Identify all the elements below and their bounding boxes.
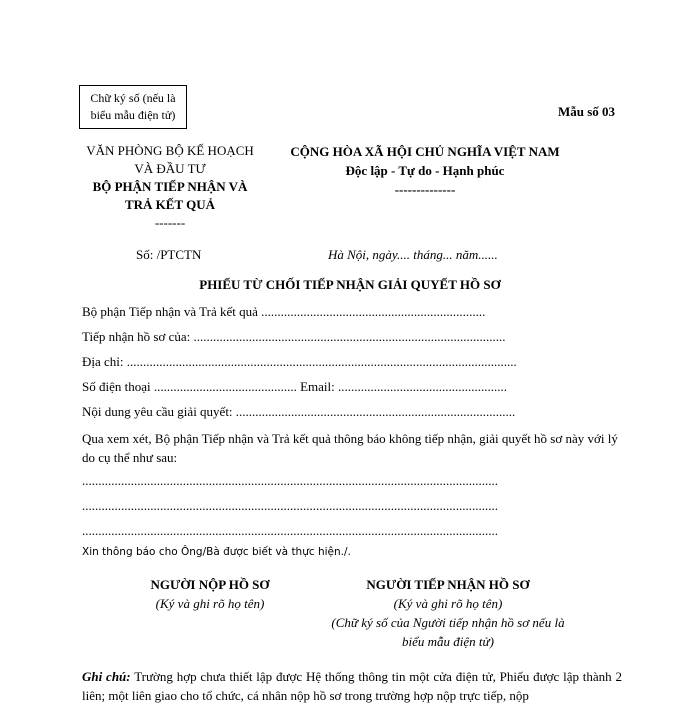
submitter-note: (Ký và ghi rõ họ tên): [155, 596, 265, 611]
agency-line1: VĂN PHÒNG BỘ KẾ HOẠCH: [86, 143, 254, 158]
receiver-title: NGƯỜI TIẾP NHẬN HỒ SƠ: [366, 577, 530, 592]
signature-box-line2: biểu mẫu điện tử): [90, 108, 176, 122]
agency-separator: -------: [154, 215, 186, 230]
footnote-label: Ghi chú:: [82, 669, 131, 684]
national-motto: Độc lập - Tự do - Hạnh phúc: [345, 163, 505, 178]
agency-header: [70, 142, 270, 232]
submitter-title: NGƯỜI NỘP HỒ SƠ: [150, 577, 270, 592]
national-separator: --------------: [394, 182, 456, 197]
document-number: Số: /PTCTN: [136, 247, 202, 262]
field-address: Địa chỉ: ........................................................................................................................: [82, 354, 517, 369]
place-date: Hà Nội, ngày.... tháng... năm......: [328, 247, 498, 262]
footnote-text: Trường hợp chưa thiết lập được Hệ thống thông tin một cửa điện tử, Phiếu được lập thành 2 liên; một liên giao cho tổ chức, cá nhân nộp hồ sơ trong trường hợp nộp trực tiếp, nộp: [82, 669, 622, 703]
reason-line: ................................................................................................................................: [82, 473, 498, 488]
footnote: [82, 667, 622, 705]
field-request-content: Nội dung yêu cầu giải quyết: ......................................................................................: [82, 404, 516, 419]
digital-signature-box: [79, 85, 187, 129]
receiver-note: (Ký và ghi rõ họ tên): [393, 596, 503, 611]
field-applicant: Tiếp nhận hồ sơ của: ................................................................................................: [82, 329, 506, 344]
national-header: [270, 142, 580, 199]
reason-line: ................................................................................................................................: [82, 498, 498, 513]
field-phone-email: Số điện thoại ............................................ Email: ....................................................: [82, 379, 508, 394]
form-number: Mẫu số 03: [557, 104, 615, 119]
reason-line: ................................................................................................................................: [82, 523, 498, 538]
agency-line2: VÀ ĐẦU TƯ: [134, 161, 206, 176]
signature-box-line1: Chữ ký số (nếu là: [90, 91, 176, 105]
reason-intro: Qua xem xét, Bộ phận Tiếp nhận và Trả kết quả thông báo không tiếp nhận, giải quyết hồ sơ này với lý do cụ thể như sau:: [82, 431, 618, 465]
notice-text: Xin thông báo cho Ông/Bà được biết và thực hiện./.: [82, 546, 351, 558]
receiver-note2: (Chữ ký số của Người tiếp nhận hồ sơ nếu là: [331, 615, 565, 630]
national-title: CỘNG HÒA XÃ HỘI CHỦ NGHĨA VIỆT NAM: [290, 144, 560, 159]
field-reception-unit: Bộ phận Tiếp nhận và Trả kết quả .....................................................................: [82, 304, 486, 319]
receiver-signature-block: [318, 575, 578, 651]
agency-line3: BỘ PHẬN TIẾP NHẬN VÀ: [92, 179, 248, 194]
document-title: PHIẾU TỪ CHỐI TIẾP NHẬN GIẢI QUYẾT HỒ SƠ: [199, 277, 501, 292]
receiver-note3: biểu mẫu điện tử): [402, 634, 494, 649]
agency-line4: TRẢ KẾT QUẢ: [124, 197, 216, 212]
submitter-signature-block: [110, 575, 310, 613]
